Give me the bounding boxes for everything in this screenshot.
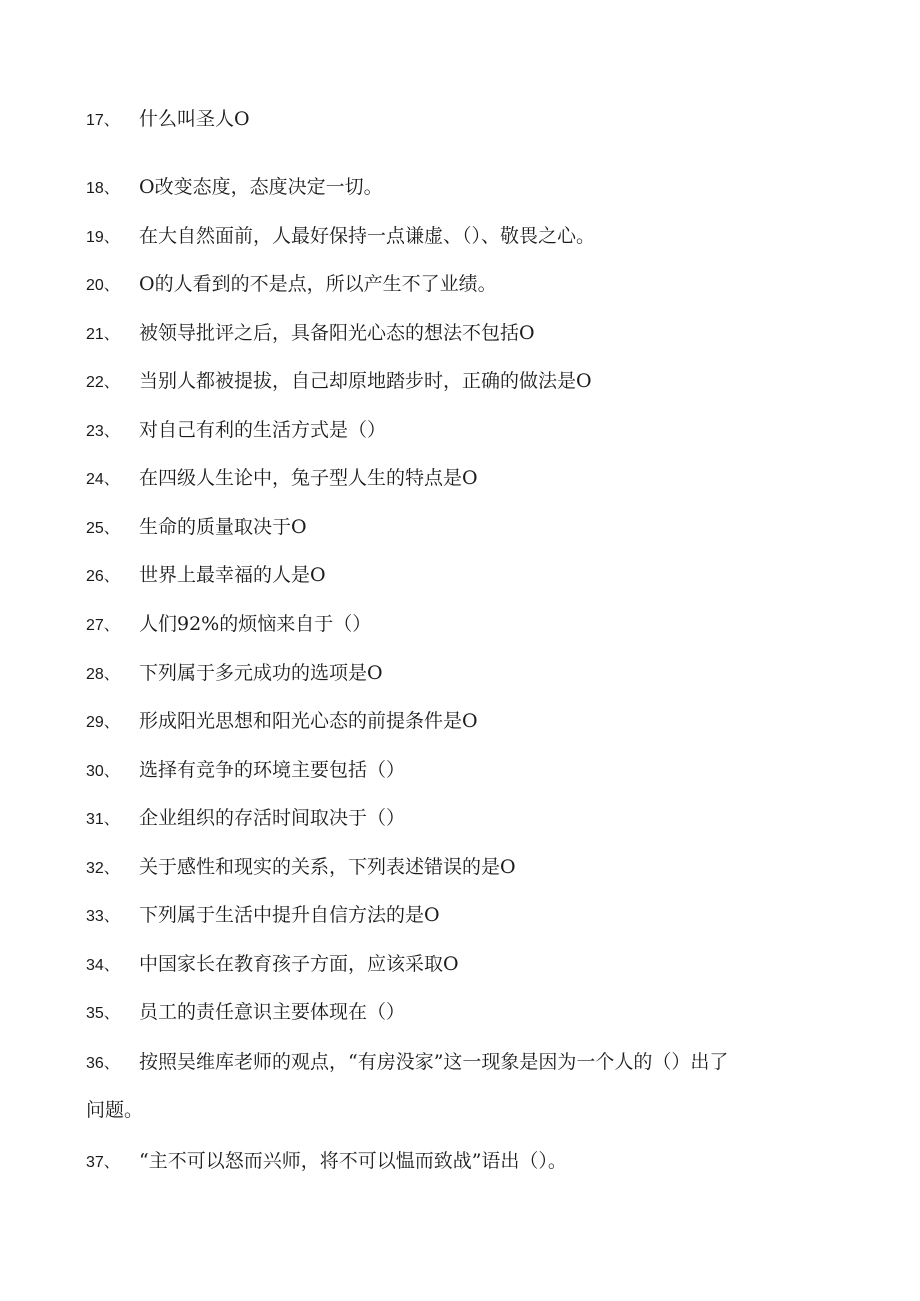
question-number: 17、 xyxy=(86,112,120,129)
question-text: 关于感性和现实的关系，下列表述错误的是O xyxy=(139,856,516,878)
question-number: 34、 xyxy=(86,957,120,974)
question-number: 30、 xyxy=(86,763,120,780)
question-text: O改变态度，态度决定一切。 xyxy=(139,176,383,198)
question-number: 36、 xyxy=(86,1055,120,1072)
question-number: 20、 xyxy=(86,277,120,294)
question-number: 23、 xyxy=(86,423,120,440)
question-27 xyxy=(86,611,836,639)
question-number: 35、 xyxy=(86,1005,120,1022)
question-19 xyxy=(86,223,836,251)
question-text: 选择有竞争的环境主要包括（） xyxy=(139,759,406,781)
question-text: 企业组织的存活时间取决于（） xyxy=(139,807,406,829)
question-text: 对自己有利的生活方式是（） xyxy=(139,419,387,441)
question-33 xyxy=(86,902,836,930)
question-number: 32、 xyxy=(86,860,120,877)
question-37 xyxy=(86,1148,836,1176)
question-17 xyxy=(86,106,836,134)
question-number: 22、 xyxy=(86,374,120,391)
question-29 xyxy=(86,708,836,736)
question-text: 在四级人生论中，兔子型人生的特点是O xyxy=(139,467,478,489)
question-23 xyxy=(86,417,836,445)
question-number: 31、 xyxy=(86,811,120,828)
question-number: 28、 xyxy=(86,666,120,683)
question-number: 26、 xyxy=(86,568,120,585)
question-text: 世界上最幸福的人是O xyxy=(139,564,326,586)
question-text: O的人看到的不是点，所以产生不了业绩。 xyxy=(139,273,497,295)
question-36-continuation: 问题。 xyxy=(86,1099,144,1121)
question-36 xyxy=(86,1049,836,1077)
question-number: 29、 xyxy=(86,714,120,731)
question-number: 37、 xyxy=(86,1154,120,1171)
question-number: 21、 xyxy=(86,326,120,343)
question-text: 什么叫圣人O xyxy=(139,108,250,130)
question-number: 18、 xyxy=(86,180,120,197)
question-21 xyxy=(86,320,836,348)
question-number: 25、 xyxy=(86,520,120,537)
question-text: 中国家长在教育孩子方面，应该采取O xyxy=(139,953,459,975)
question-30 xyxy=(86,757,836,785)
question-text: 下列属于多元成功的选项是O xyxy=(139,662,383,684)
question-24 xyxy=(86,465,836,493)
question-20 xyxy=(86,271,836,299)
question-31 xyxy=(86,805,836,833)
question-number: 33、 xyxy=(86,908,120,925)
question-35 xyxy=(86,999,836,1027)
question-18 xyxy=(86,174,836,202)
question-number: 19、 xyxy=(86,229,120,246)
question-text: 生命的质量取决于O xyxy=(139,516,307,538)
question-text: 人们92%的烦恼来自于（） xyxy=(139,613,372,635)
question-25 xyxy=(86,514,836,542)
question-text: 被领导批评之后，具备阳光心态的想法不包括O xyxy=(139,322,535,344)
question-32 xyxy=(86,854,836,882)
question-28 xyxy=(86,660,836,688)
question-number: 27、 xyxy=(86,617,120,634)
question-text: “主不可以怒而兴师，将不可以愠而致战”语出（）。 xyxy=(139,1150,567,1172)
question-34 xyxy=(86,951,836,979)
question-text: 当别人都被提拔，自己却原地踏步时，正确的做法是O xyxy=(139,370,592,392)
question-text: 按照吴维库老师的观点，“有房没家”这一现象是因为一个人的（）出了 xyxy=(139,1051,729,1073)
question-text: 在大自然面前，人最好保持一点谦虚、（）、敬畏之心。 xyxy=(139,225,596,247)
question-26 xyxy=(86,562,836,590)
question-22 xyxy=(86,368,836,396)
question-text: 下列属于生活中提升自信方法的是O xyxy=(139,904,440,926)
question-text: 形成阳光思想和阳光心态的前提条件是O xyxy=(139,710,478,732)
question-number: 24、 xyxy=(86,471,120,488)
question-text: 员工的责任意识主要体现在（） xyxy=(139,1001,406,1023)
